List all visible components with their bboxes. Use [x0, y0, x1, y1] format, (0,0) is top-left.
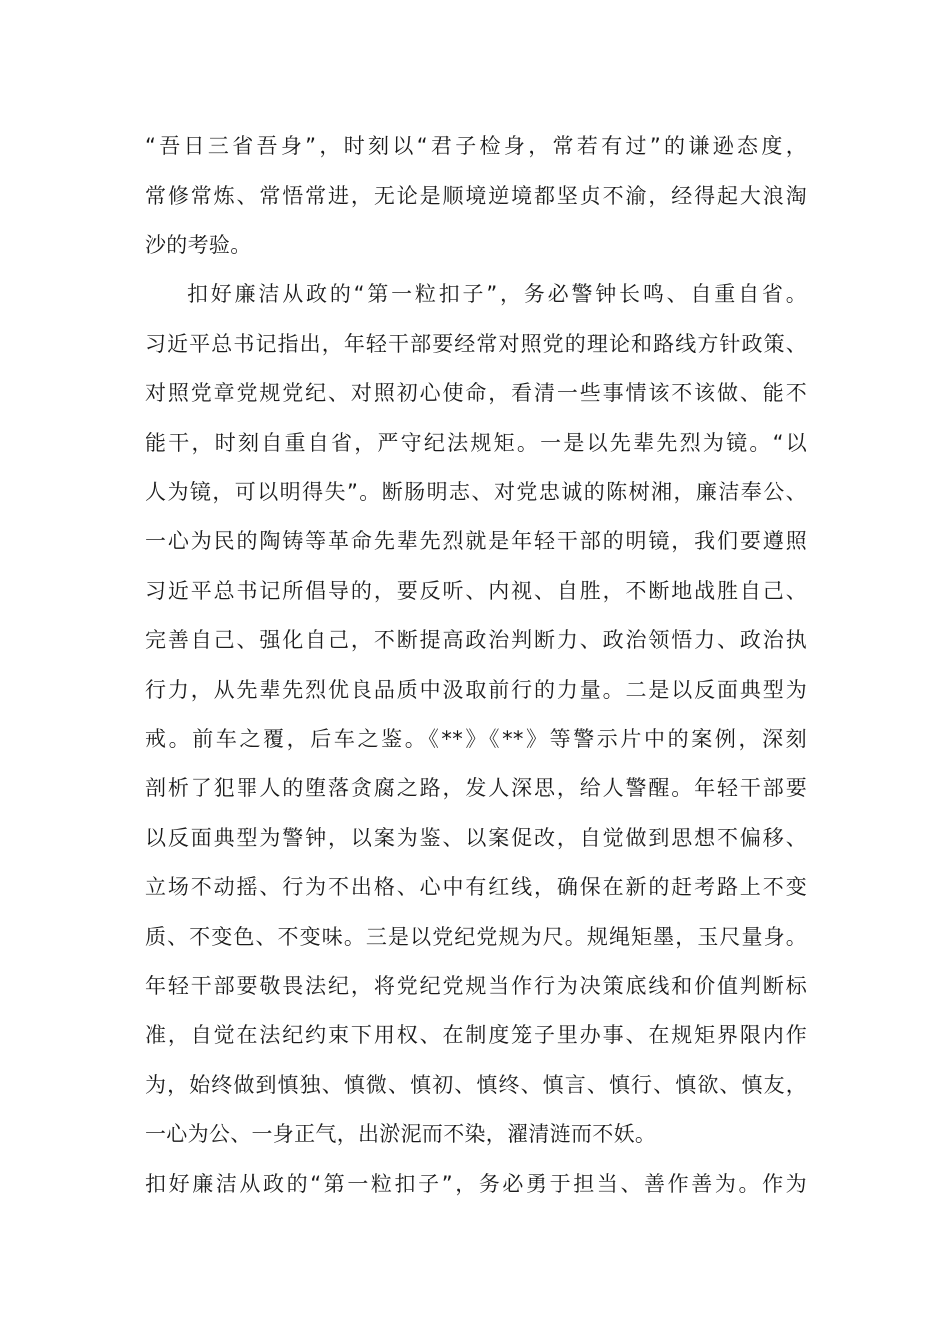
text-line-7: 能干，时刻自重自省，严守纪法规矩。一是以先辈先烈为镜。“以 [145, 431, 807, 455]
text-line-18: 年轻干部要敬畏法纪，将党纪党规当作行为决策底线和价值判断标 [145, 974, 807, 998]
paragraph-start-line: 扣好廉洁从政的“第一粒扣子”，务必警钟长鸣、自重自省。 [187, 282, 807, 306]
text-line-1: “吾日三省吾身”，时刻以“君子检身，常若有过”的谦逊态度， [145, 134, 807, 158]
text-line-19: 准，自觉在法纪约束下用权、在制度笼子里办事、在规矩界限内作 [145, 1023, 807, 1047]
text-line-14: 剖析了犯罪人的堕落贪腐之路，发人深思，给人警醒。年轻干部要 [145, 776, 807, 800]
text-line-8: 人为镜，可以明得失”。断肠明志、对党忠诚的陈树湘，廉洁奉公、 [145, 480, 807, 504]
text-line-16: 立场不动摇、行为不出格、心中有红线，确保在新的赶考路上不变 [145, 875, 807, 899]
text-line-21: 一心为公、一身正气，出淤泥而不染，濯清涟而不妖。 [145, 1122, 657, 1146]
text-line-10: 习近平总书记所倡导的，要反听、内视、自胜，不断地战胜自己、 [145, 579, 807, 603]
text-line-3: 沙的考验。 [145, 233, 252, 257]
text-line-22: 扣好廉洁从政的“第一粒扣子”，务必勇于担当、善作善为。作为 [145, 1172, 807, 1196]
text-line-11: 完善自己、强化自己，不断提高政治判断力、政治领悟力、政治执 [145, 628, 807, 652]
text-line-5: 习近平总书记指出，年轻干部要经常对照党的理论和路线方针政策、 [145, 332, 807, 356]
text-line-9: 一心为民的陶铸等革命先辈先烈就是年轻干部的明镜，我们要遵照 [145, 529, 807, 553]
text-line-13: 戒。前车之覆，后车之鉴。《**》《**》等警示片中的案例，深刻 [145, 727, 807, 751]
text-line-15: 以反面典型为警钟，以案为鉴、以案促改，自觉做到思想不偏移、 [145, 826, 807, 850]
text-line-20: 为，始终做到慎独、慎微、慎初、慎终、慎言、慎行、慎欲、慎友， [145, 1073, 807, 1097]
text-line-6: 对照党章党规党纪、对照初心使命，看清一些事情该不该做、能不 [145, 381, 807, 405]
text-line-2: 常修常炼、常悟常进，无论是顺境逆境都坚贞不渝，经得起大浪淘 [145, 184, 807, 208]
text-line-17: 质、不变色、不变味。三是以党纪党规为尺。规绳矩墨，玉尺量身。 [145, 925, 807, 949]
text-line-12: 行力，从先辈先烈优良品质中汲取前行的力量。二是以反面典型为 [145, 678, 807, 702]
